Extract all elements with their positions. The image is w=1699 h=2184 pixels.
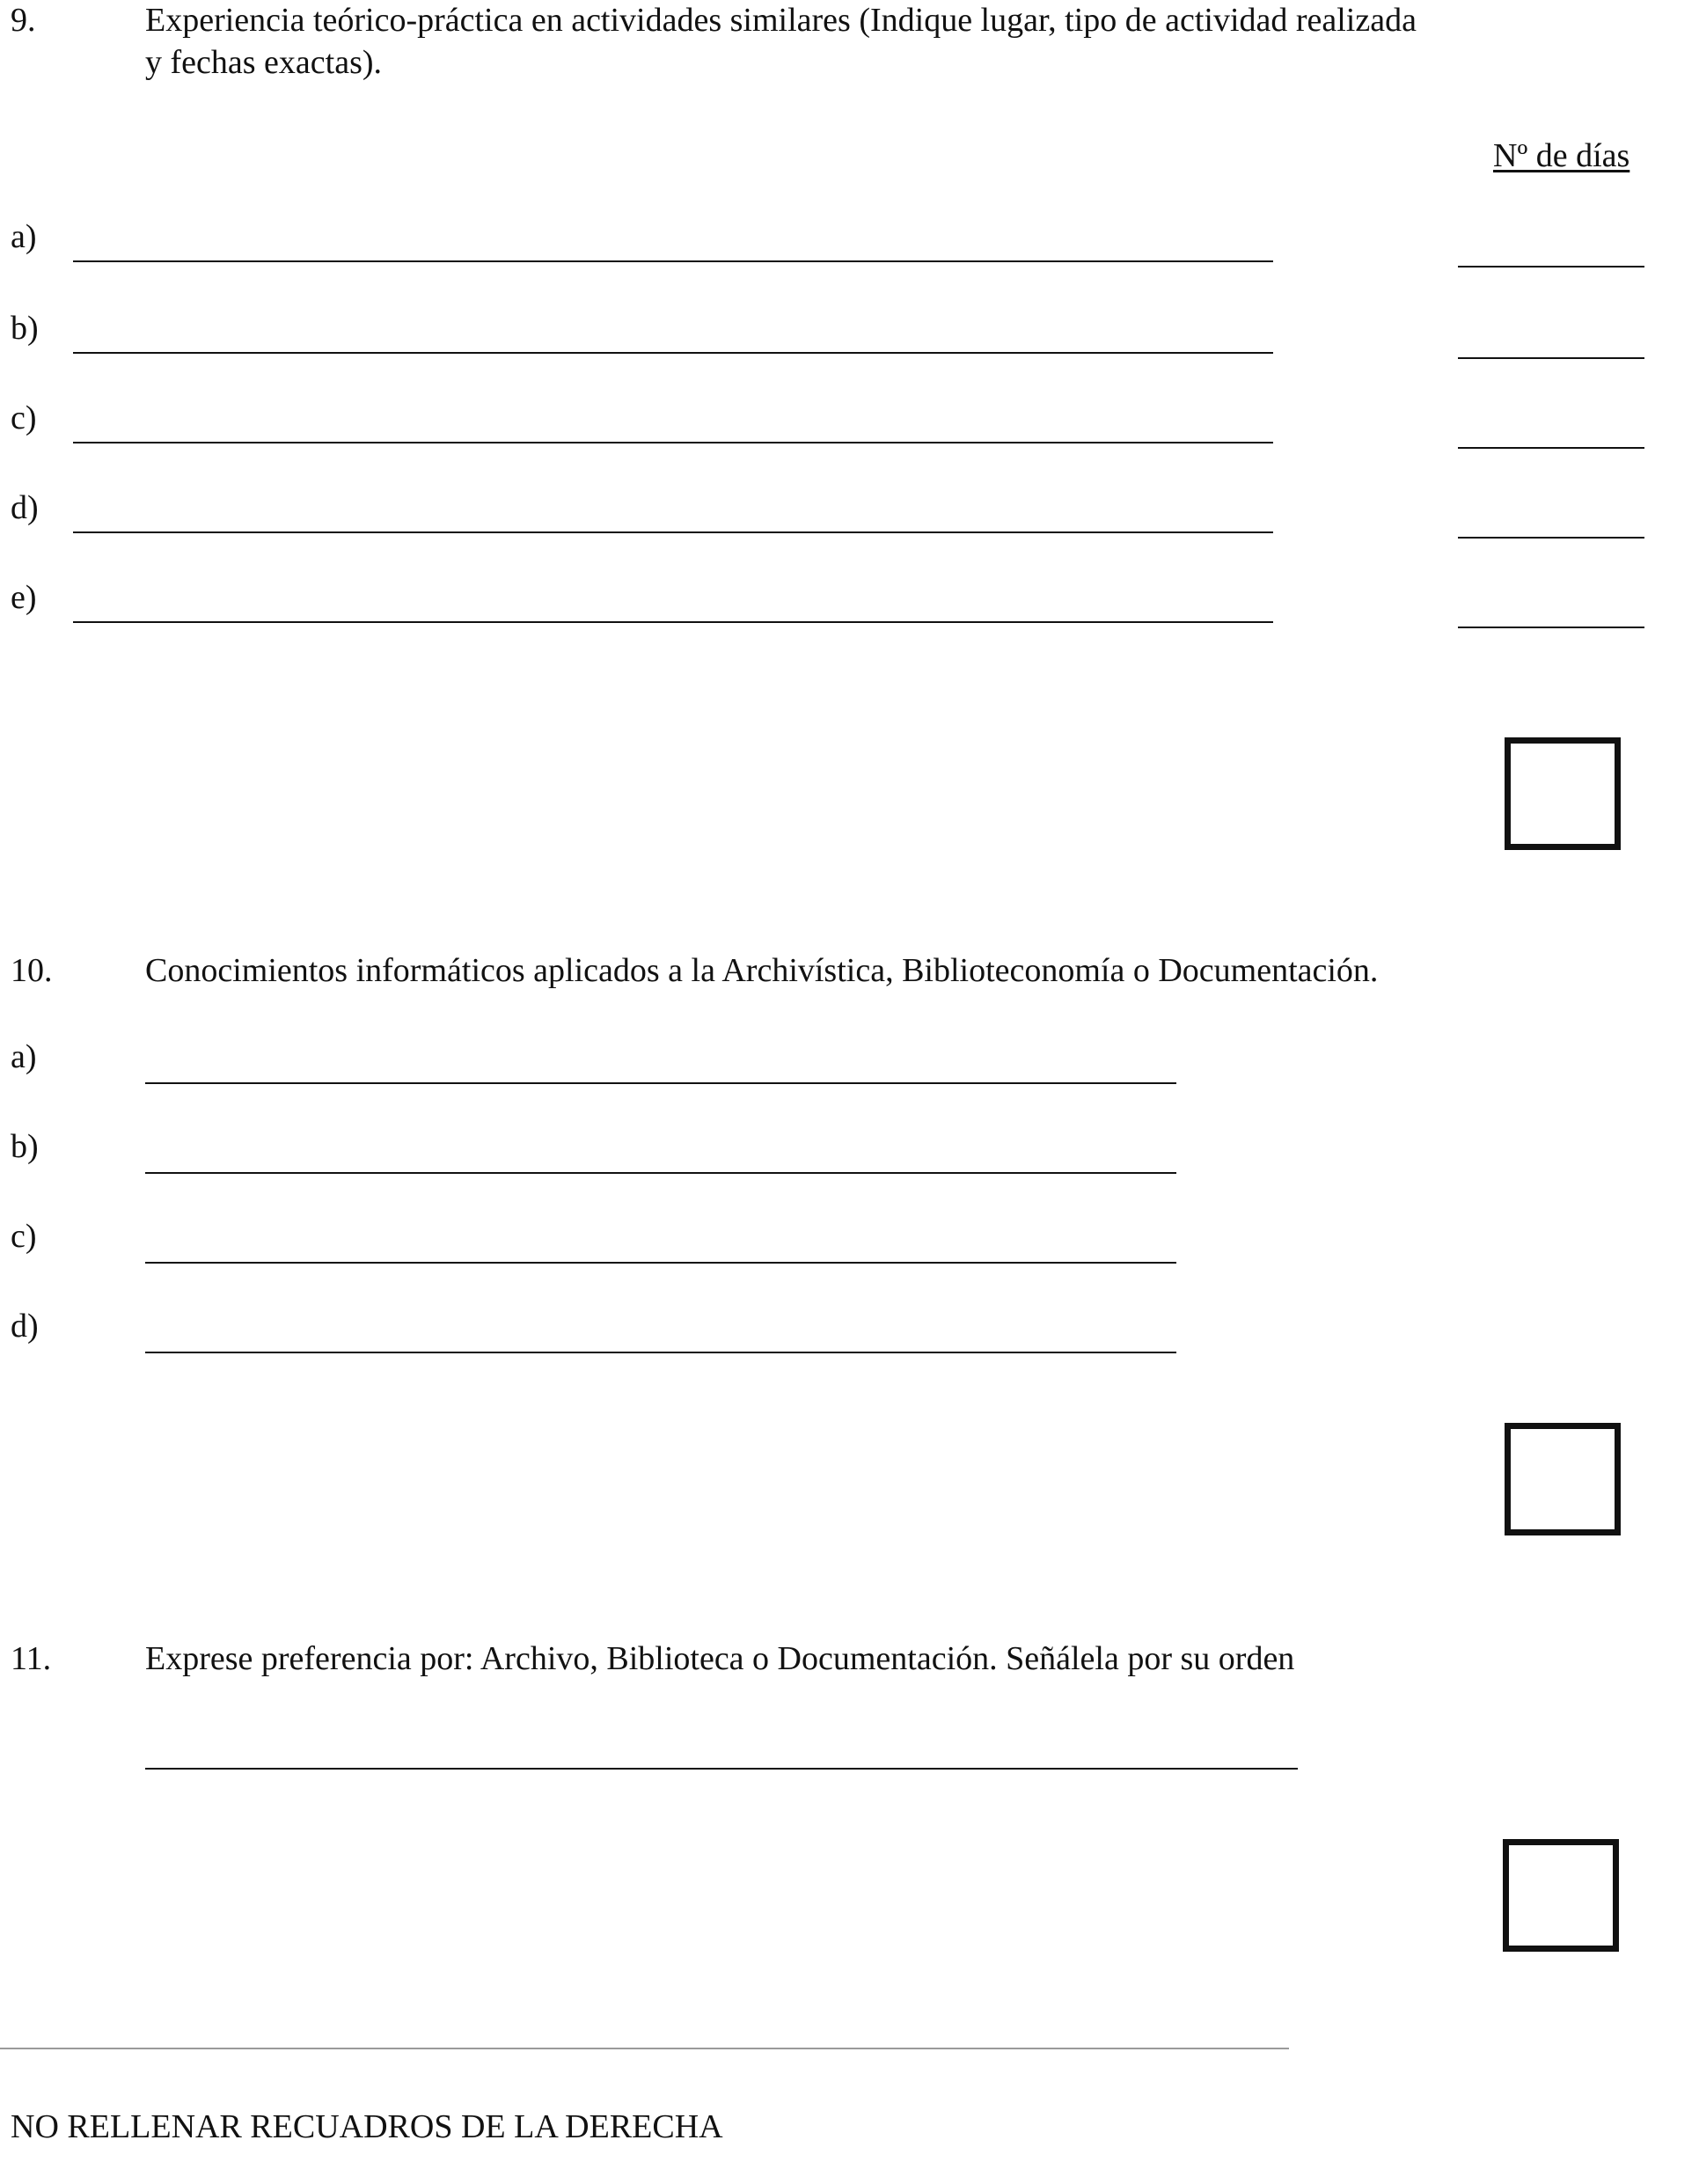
- q9-item-c-days-field[interactable]: [1458, 447, 1644, 449]
- question-11-number: 11.: [11, 1640, 52, 1677]
- q10-item-a-field[interactable]: [145, 1082, 1176, 1084]
- q9-item-b-days-field[interactable]: [1458, 357, 1644, 359]
- q11-preference-field[interactable]: [145, 1768, 1298, 1770]
- footer-divider: [0, 2048, 1289, 2049]
- q10-item-b-field[interactable]: [145, 1172, 1176, 1174]
- q11-evaluation-box: [1503, 1839, 1619, 1952]
- q9-item-c-label: c): [11, 399, 37, 436]
- q9-item-a-field[interactable]: [73, 260, 1273, 262]
- q9-item-d-days-field[interactable]: [1458, 537, 1644, 539]
- q9-item-a-days-field[interactable]: [1458, 266, 1644, 268]
- q9-item-e-days-field[interactable]: [1458, 627, 1644, 628]
- q10-item-d-field[interactable]: [145, 1352, 1176, 1353]
- q9-item-b-label: b): [11, 310, 39, 347]
- question-9-number: 9.: [11, 2, 36, 39]
- q9-item-e-label: e): [11, 579, 37, 616]
- q10-item-a-label: a): [11, 1038, 37, 1075]
- question-11-text: Exprese preferencia por: Archivo, Biblioteca o Documentación. Señálela por su orden: [145, 1640, 1295, 1677]
- q10-item-d-label: d): [11, 1308, 39, 1345]
- q10-evaluation-box: [1505, 1423, 1621, 1535]
- q9-item-b-field[interactable]: [73, 352, 1273, 354]
- q9-item-a-label: a): [11, 218, 37, 255]
- q9-evaluation-box: [1505, 737, 1621, 850]
- question-9-text-line2: y fechas exactas).: [145, 44, 383, 81]
- q9-item-c-field[interactable]: [73, 442, 1273, 443]
- footer-note: NO RELLENAR RECUADROS DE LA DERECHA: [11, 2108, 723, 2145]
- question-10-number: 10.: [11, 952, 53, 989]
- q9-item-d-field[interactable]: [73, 531, 1273, 533]
- q9-item-d-label: d): [11, 489, 39, 526]
- days-column-header: Nº de días: [1493, 137, 1630, 174]
- q9-item-e-field[interactable]: [73, 621, 1273, 623]
- question-10-text: Conocimientos informáticos aplicados a la Archivística, Biblioteconomía o Documentación.: [145, 952, 1379, 989]
- q10-item-c-field[interactable]: [145, 1262, 1176, 1264]
- q10-item-c-label: c): [11, 1218, 37, 1255]
- question-9-text-line1: Experiencia teórico-práctica en actividades similares (Indique lugar, tipo de actividad realizada: [145, 2, 1417, 39]
- q10-item-b-label: b): [11, 1128, 39, 1165]
